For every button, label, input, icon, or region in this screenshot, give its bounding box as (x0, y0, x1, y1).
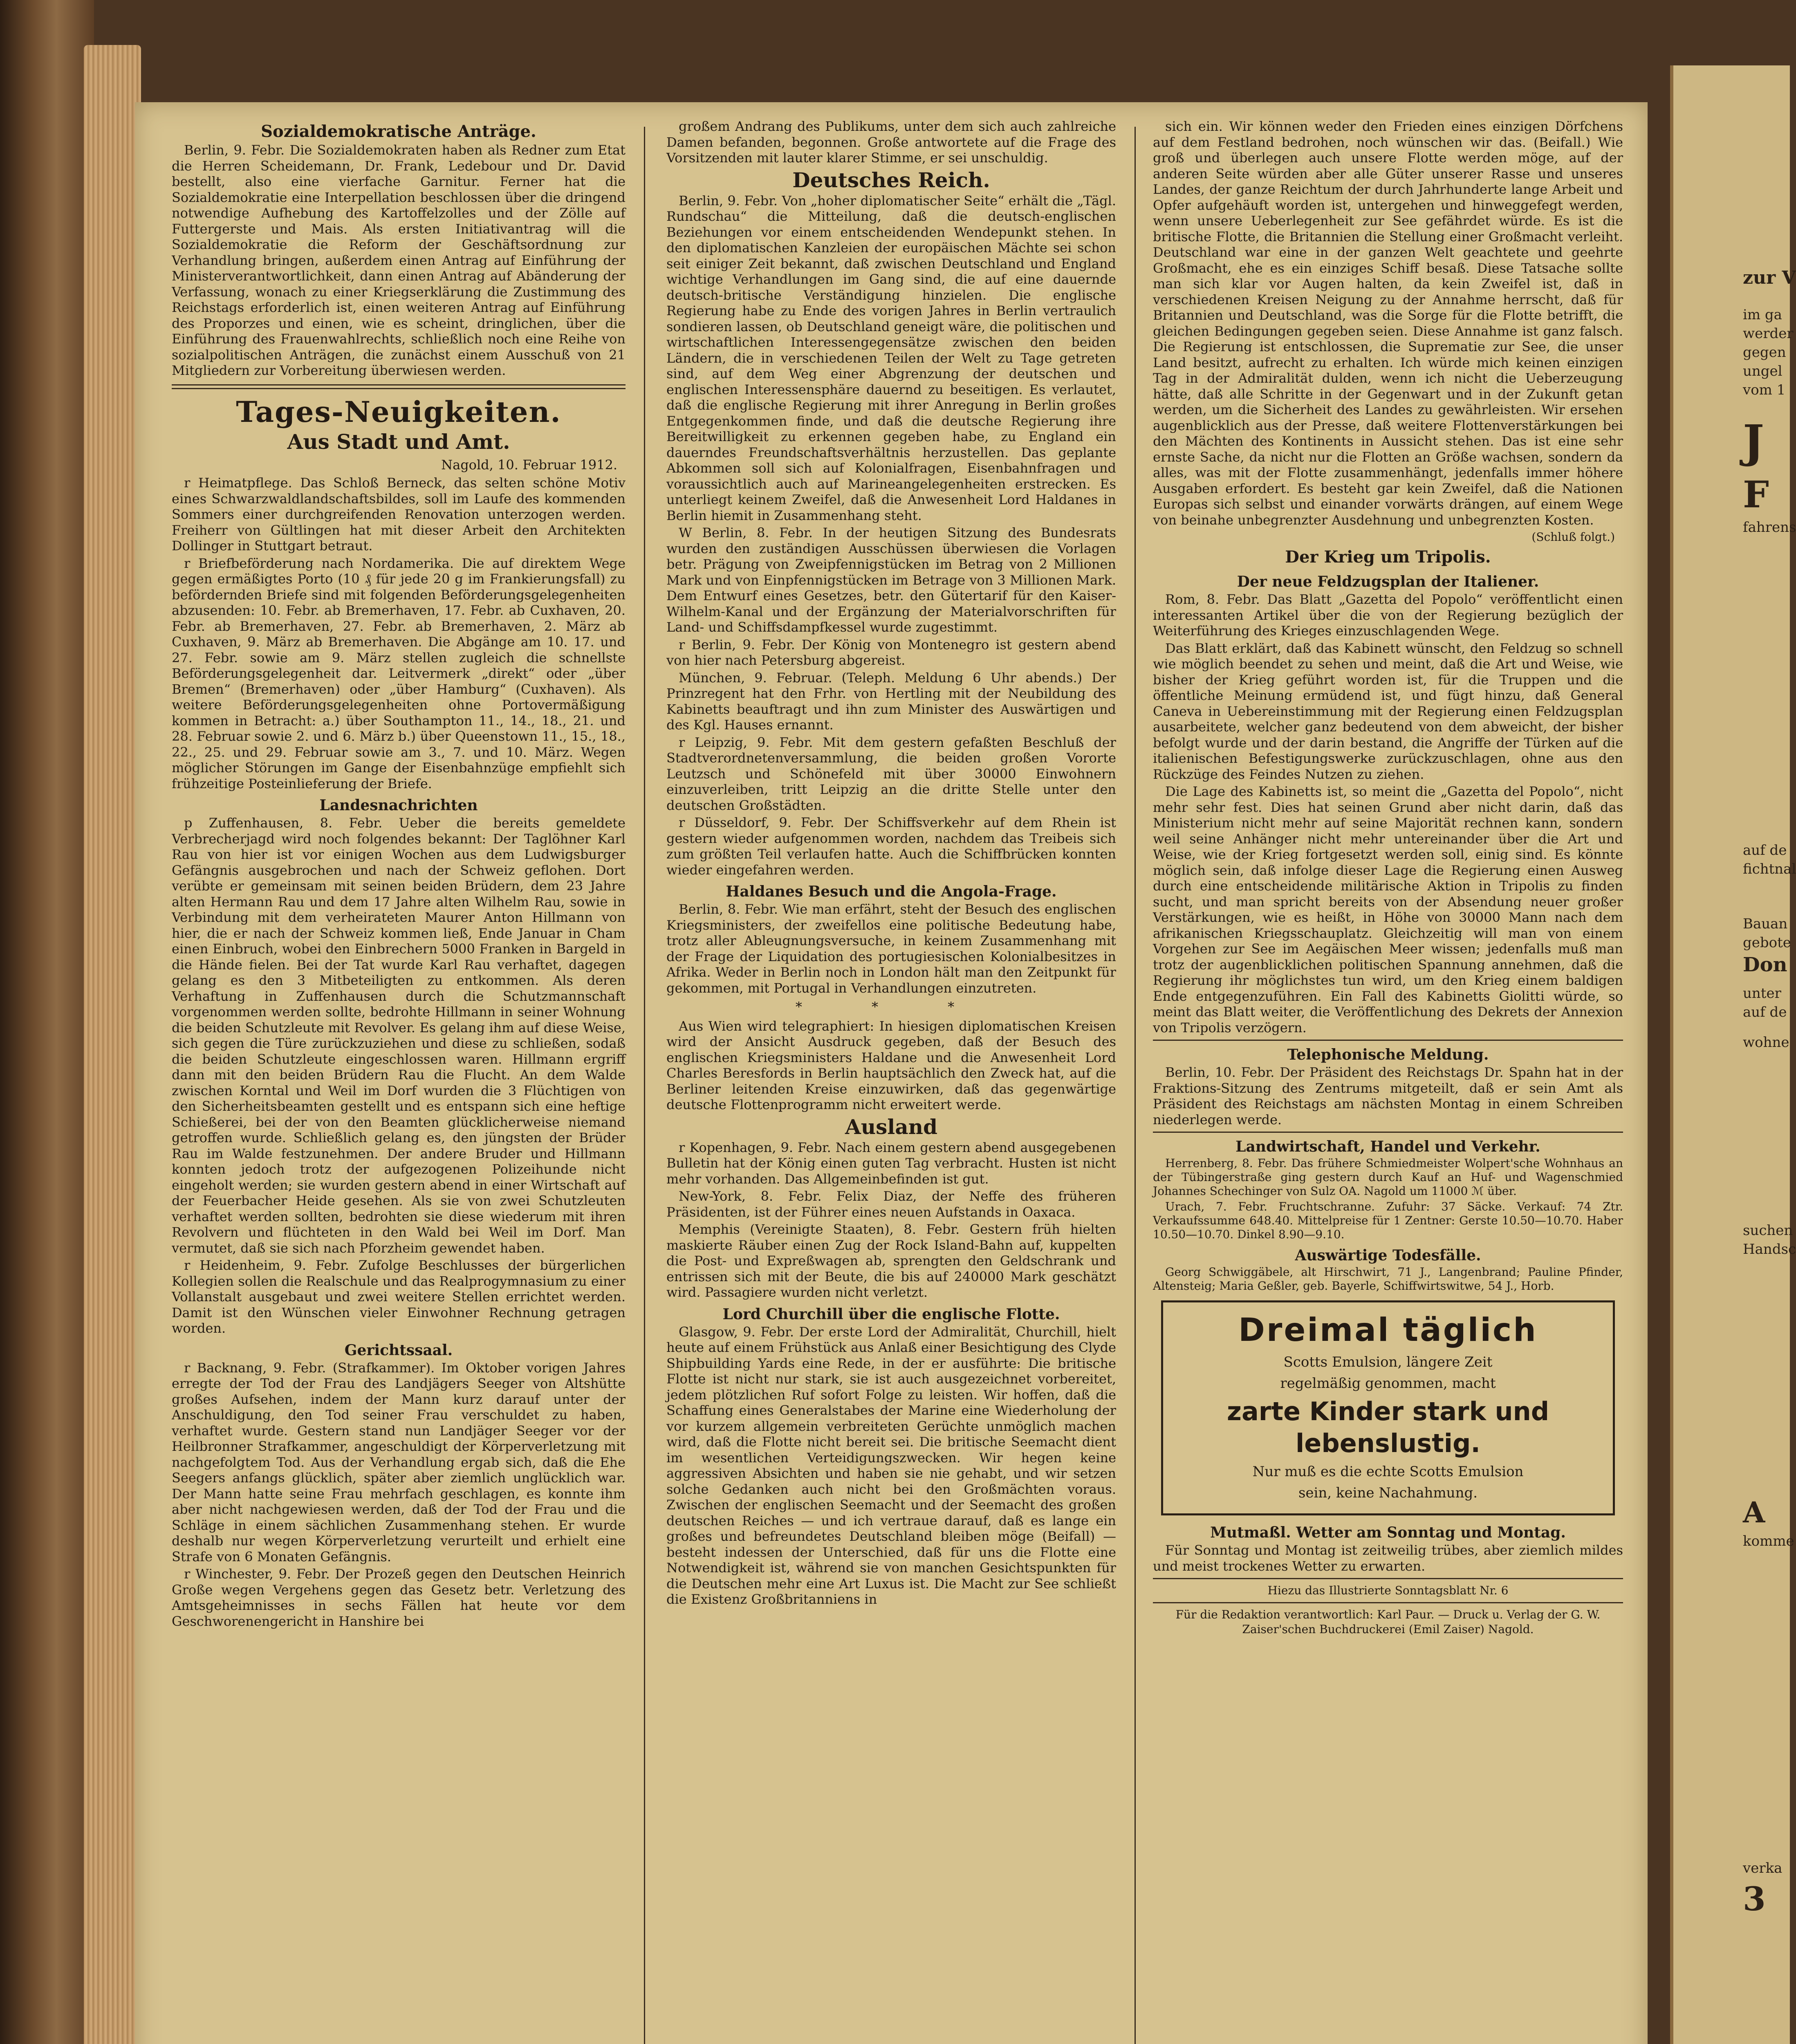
section-rule (1153, 1132, 1623, 1133)
fragment-text: werder (1743, 325, 1794, 342)
article-paragraph: Aus Wien wird telegraphiert: In hiesigen diplomatischen Kreisen wird der Ansicht Ausdruck gegeben, daß der Besuch des englischen Kriegsministers Haldane und die Anwesenheit Lord Charles Beresfords in Berlin hauptsächlich den Zweck hat, auf die Berliner leitenden Kreise einzuwirken, daß das gegenwärtige deutsche Flottenprogramm nicht erweitert werde. (666, 1018, 1116, 1112)
article-paragraph: New-York, 8. Febr. Felix Diaz, der Neffe des früheren Präsidenten, ist der Führer eines neuen Aufstands in Oaxaca. (666, 1188, 1116, 1220)
newspaper-page (135, 102, 1648, 2044)
fragment-text: wohne (1743, 1034, 1789, 1051)
imprint: Für die Redaktion verantwortlich: Karl Paur. — Druck u. Verlag der G. W. Zaiser'schen Buchdruckerei (Emil Zaiser) Nagold. (1175, 1608, 1601, 1636)
ad-text: Nur muß es die echte Scotts Emulsion (1252, 1464, 1524, 1480)
article-paragraph: Memphis (Vereinigte Staaten), 8. Febr. Gestern früh hielten maskierte Räuber einen Zug der Rock Island-Bahn auf, kuppelten die Post- und Expreßwagen ab, sprengten den Geldschrank und entrissen sich mit der Beute, die bis auf 240000 Mark geschätzt wird. Passagiere wurden nicht verletzt. (666, 1221, 1116, 1300)
article-heading: Sozialdemokratische Anträge. (261, 122, 536, 141)
article-heading: Telephonische Meldung. (1287, 1046, 1489, 1063)
column-divider (644, 127, 645, 2044)
page-stack-edge (84, 45, 141, 2044)
article-paragraph: r Heidenheim, 9. Febr. Zufolge Beschlusses der bürgerlichen Kollegien sollen die Realschule und das Realprogymnasium zu einer Vollanstalt ausgebaut und zwei weitere Stellen errichtet werden. Damit ist den Wünschen vieler Einwohner Rechnung getragen worden. (172, 1257, 626, 1336)
fragment-text: Handsc (1743, 1241, 1796, 1257)
article-heading: Haldanes Besuch und die Angola-Frage. (726, 883, 1057, 900)
article-paragraph: r Backnang, 9. Febr. (Strafkammer). Im Oktober vorigen Jahres erregte der Tod der Frau des Landjägers Seeger von Altshütte großes Aufsehen, indem der Mann kurz darauf unter der Anschuldigung, den Tod seiner Frau verschuldet zu haben, verhaftet wurde. Gestern stand nun Landjäger Seeger vor der Heilbronner Strafkammer, angeschuldigt der Körperverletzung mit nachgefolgtem Tod. Aus der Verhandlung ergab sich, daß die Ehe Seegers anfangs glücklich, später aber ziemlich unglücklich war. Der Mann hatte seine Frau mehrfach geschlagen, es konnte ihm aber nicht nachgewiesen werden, daß der Tod der Frau und die Schläge in einem sächlichen Zusammenhang stehen. Er wurde deshalb nur wegen Körperverletzung verurteilt und erhielt eine Strafe von 6 Monaten Gefängnis. (172, 1360, 626, 1564)
fragment-text: verka (1743, 1860, 1783, 1876)
fragment-text: fichtnal (1743, 861, 1796, 877)
article-heading: Auswärtige Todesfälle. (1295, 1247, 1481, 1264)
section-rule (1153, 1040, 1623, 1041)
weather-text: Für Sonntag und Montag ist zeitweilig trübes, aber ziemlich mildes und meist trockenes Wetter zu erwarten. (1153, 1542, 1623, 1574)
fragment-text: auf de (1743, 1004, 1787, 1020)
article-heading: Der Krieg um Tripolis. (1285, 547, 1491, 567)
column-1 (172, 119, 626, 2044)
section-rule (1153, 1578, 1623, 1579)
article-paragraph: p Zuffenhausen, 8. Febr. Ueber die bereits gemeldete Verbrecherjagd wird noch folgendes bekannt: Der Taglöhner Karl Rau von hier ist vor einigen Wochen aus dem Ludwigsburger Gefängnis ausgebrochen und nach der Schweiz geflohen. Dort verübte er gemeinsam mit seinen beiden Brüdern, dem 23 Jahre alten Hermann Rau und dem 17 Jahre alten Wilhelm Rau, sowie in Verbindung mit dem verheirateten Maurer Anton Hillmann von hier, die er nach der Schweiz kommen ließ, Ende Januar in Cham einen Einbruch, wobei den Einbrechern 5000 Franken in Bargeld in die Hände fielen. Bei der Tat wurde Karl Rau verhaftet, dagegen gelang es den 3 Mitbeteiligten zu entkommen. Als deren Verhaftung in Zuffenhausen durch die Schutzmannschaft vorgenommen werden sollte, bedrohte Hillmann in seiner Wohnung die beiden Schutzleute mit Revolver. Es gelang ihm auf diese Weise, sich gegen die Türe zurückzuziehen und diese zu schließen, sodaß die beiden Schutzleute eingeschlossen waren. Hillmann ergriff dann mit den beiden Brüdern Rau die Flucht. An dem Walde zwischen Korntal und Weil im Dorf wurden die 3 Flüchtigen von den Sicherheitsbeamten gestellt und es entspann sich eine heftige Schießerei, bei der von den Beamten glücklicherweise niemand getroffen wurde. Schließlich gelang es, den jüngsten der Brüder Rau im Walde festzunehmen. Der andere Bruder und Hillmann konnten jedoch trotz der aufgezogenen Polizeihunde nicht eingeholt werden; sie wurden gestern abend in einer Wirtschaft auf der Feuerbacher Heide gesehen. Als sie von zwei Schutzleuten verhaftet werden sollten, bedrohten sie diese wiederum mit ihren Revolvern und flüchteten in den Wald bei Weil im Dorf. Man vermutet, daß sie sich nach Pforzheim gewendet haben. (172, 815, 626, 1256)
article-paragraph: r Leipzig, 9. Febr. Mit dem gestern gefaßten Beschluß der Stadtverordnetenversammlung, die beiden großen Vororte Leutzsch und Schönefeld mit über 30000 Einwohnern einzuverleiben, tritt Leipzig an die dritte Stelle unter den deutschen Großstädten. (666, 734, 1116, 813)
article-paragraph: Berlin, 10. Febr. Der Präsident des Reichstags Dr. Spahn hat in der Fraktions-Sitzung des Zentrums mitgeteilt, daß er sein Amt als Präsident des Reichstags am nächsten Montag in einem Schreiben niederlegen werde. (1153, 1065, 1623, 1127)
article-paragraph: r Berlin, 9. Febr. Der König von Montenegro ist gestern abend von hier nach Petersburg abgereist. (666, 637, 1116, 668)
section-rule (172, 384, 626, 389)
fragment-text: komme (1743, 1533, 1794, 1549)
article-paragraph: Berlin, 8. Febr. Wie man erfährt, steht der Besuch des englischen Kriegsministers, der zweifellos eine politische Bedeutung habe, trotz aller Ableugnungsversuche, in keinem Zusammenhang mit der Frage der Liquidation des portugiesischen Kolonialbesitzes in Afrika. Weder in Berlin noch in London hält man den Zeitpunkt für gekommen, mit Portugal in Verhandlungen einzutreten. (666, 901, 1116, 996)
column-3 (1153, 119, 1623, 2044)
article-paragraph: großem Andrang des Publikums, unter dem sich auch zahlreiche Damen befanden, begonnen. Große antwortete auf die Frage des Vorsitzenden mit lauter klarer Stimme, er sei unschuldig. (666, 119, 1116, 166)
continued-note: (Schluß folgt.) (1531, 530, 1615, 544)
fragment-text: vom 1 (1743, 382, 1786, 398)
article-paragraph: r Winchester, 9. Febr. Der Prozeß gegen den Deutschen Heinrich Große wegen Vergehens gegen das Gesetz betr. Verletzung des Amtsgeheimnisses in sechs Fällen hat heute vor dem Geschworenengericht in Hanshire bei (172, 1566, 626, 1629)
separator-stars: * * * (795, 999, 987, 1015)
fragment-text: suchen (1743, 1222, 1793, 1239)
article-paragraph: München, 9. Februar. (Teleph. Meldung 6 Uhr abends.) Der Prinzregent hat den Frhr. von Hertling mit der Neubildung des Kabinetts beauftragt und ihn zum Minister des Auswärtigen und des Kgl. Hauses ernannt. (666, 670, 1116, 733)
ad-text: regelmäßig genommen, macht (1280, 1375, 1496, 1392)
column-divider (1135, 127, 1136, 2044)
fragment-text: fahrens (1743, 519, 1796, 536)
fragment-text: gegen (1743, 344, 1786, 361)
article-heading: Landwirtschaft, Handel und Verkehr. (1235, 1138, 1540, 1155)
article-paragraph: sich ein. Wir können weder den Frieden eines einzigen Dörfchens auf dem Festland bedrohen, noch wünschen wir das. (Beifall.) Wie groß und überlegen auch unsere Flotte werden möge, auf der anderen Seite würden aber alle Güter unserer Rasse und unseres Landes, der ganze Reichtum der durch Jahrhunderte lange Arbeit und Opfer aufgehäuft worden ist, untergehen und hinweggefegt werden, wenn unsere Ueberlegenheit zur See gefährdet würde. Es ist die britische Flotte, die Britannien die Stellung einer Großmacht verleiht. Deutschland war eine in der ganzen Welt geachtete und geehrte Großmacht, ehe es ein einziges Schiff besaß. Diese Tatsache sollte man sich klar vor Augen halten, da kein Zweifel ist, daß in verschiedenen Kreisen Neigung zu der Annahme herrscht, daß für Britannien und Deutschland, was die Sorge für die Flotte betrifft, die gleichen Bedingungen gegeben seien. Diese Annahme ist ganz falsch. Die Regierung ist entschlossen, die Suprematie zur See, die unser Land besitzt, aufrecht zu erhalten. Ich würde mich keinen einzigen Tag in der Admiralität dulden, wenn ich nicht die Ueberzeugung hätte, daß alle Schritte in der Gegenwart und in der Zukunft getan werden, um die Sicherheit des Landes zu gewährleisten. Wir ersehen augenblicklich aus der Presse, daß weitere Flottenverstärkungen bei den Mächten des Kontinents in Aussicht stehen. Das ist eine sehr ernste Sache, da nicht nur die Flotten an Größe wachsen, sondern da alles, was mit der Flotte zusammenhängt, jedenfalls immer höhere Ausgaben erfordert. Es besteht gar kein Zweifel, daß die Nationen Europas sich selbst und einander vorwärts drängen, auf einem Wege von beinahe unbegrenzter Ausdehnung und unbegrenzten Kosten. (1153, 119, 1623, 528)
section-rule (1153, 1602, 1623, 1603)
article-paragraph: Das Blatt erklärt, daß das Kabinett wünscht, den Feldzug so schnell wie möglich beendet zu sehen und meint, daß die Art und Weise, wie bisher der Krieg geführt worden ist, für die Truppen und die öffentliche Meinung ermüdend ist, und fügt hinzu, daß General Caneva in Uebereinstimmung mit der Regierung einen Feldzugsplan ausarbeitete, welcher ganz bedeutend von dem abweicht, der bisher befolgt wurde und der darin bestand, die Angriffe der Türken auf die italienischen Befestigungswerke zurückzuschlagen, ohne aus den Rückzüge des Feindes Nutzen zu ziehen. (1153, 640, 1623, 782)
ad-title: Dreimal täglich (1238, 1312, 1538, 1349)
article-paragraph: Urach, 7. Febr. Fruchtschranne. Zufuhr: 37 Säcke. Verkauf: 74 Ztr. Verkaufssumme 648.40. Mittelpreise für 1 Zentner: Gerste 10.50—10.70. Haber 10.50—10.70. Dinkel 8.90—9.10. (1153, 1200, 1623, 1241)
book-binding (0, 0, 94, 2044)
fragment-text: unter (1743, 985, 1781, 1002)
article-paragraph: Herrenberg, 8. Febr. Das frühere Schmiedmeister Wolpert'sche Wohnhaus an der Tübingerstraße ging gestern durch Kauf an Huf- und Wagenschmied Johannes Schechinger von Sulz OA. Nagold um 11000 ℳ über. (1153, 1156, 1623, 1198)
ad-text: Scotts Emulsion, längere Zeit (1283, 1354, 1493, 1370)
article-heading: Lord Churchill über die englische Flotte. (722, 1305, 1060, 1323)
article-paragraph: W Berlin, 8. Febr. In der heutigen Sitzung des Bundesrats wurden den zuständigen Ausschüssen überwiesen die Vorlagen betr. Prägung von Zweipfennigstücken im Betrag von 2 Millionen Mark und von Einpfennigstücken im Betrage von 3 Millionen Mark. Dem Entwurf eines Gesetzes, betr. den Gütertarif für den Kaiser-Wilhelm-Kanal und der Ergänzung der Materialvorschriften für Land- und Schiffsdampfkessel wurde zugestimmt. (666, 525, 1116, 635)
article-paragraph: Berlin, 9. Febr. Von „hoher diplomatischer Seite“ erhält die „Tägl. Rundschau“ die Mitteilung, daß die deutsch-englischen Beziehungen vor einem entscheidenden Wendepunkt stehen. In den diplomatischen Kanzleien der europäischen Mächte sei schon seit einiger Zeit bekannt, daß zwischen Deutschland und England wichtige Verhandlungen im Gang sind, die auf eine dauernde deutsch-britische Verständigung hinzielen. Die englische Regierung habe zu Ende des vorigen Jahres in Berlin vertraulich sondieren lassen, ob Deutschland geneigt wäre, die politischen und wirtschaftlichen Interessengegensätze zwischen den beiden Ländern, die in verschiedenen Teilen der Welt zu Tage getreten sind, auf dem Weg einer Abgrenzung der deutschen und englischen Interessensphäre dauernd zu beseitigen. Es verlautet, daß die englische Regierung mit ihrer Anregung in Berlin großes Entgegenkommen finde, und daß die deutsche Regierung ihre Bereitwilligkeit zu erkennen gegeben habe, zu England ein dauerndes Freundschaftsverhältnis herzustellen. Das geplante Abkommen soll sich auf Kolonialfragen, Eisenbahnfragen und voraussichtlich auch auf Marineangelegenheiten erstrecken. Es unterliegt keinem Zweifel, daß die Anwesenheit Lord Haldanes in Berlin hiemit in Zusammenhang steht. (666, 193, 1116, 523)
fragment-text: F (1743, 473, 1769, 516)
column-2 (666, 119, 1116, 2044)
article-heading: Deutsches Reich. (792, 168, 990, 192)
article-paragraph: r Heimatpflege. Das Schloß Berneck, das selten schöne Motiv eines Schwarzwaldlandschaftsbildes, soll im Laufe des kommenden Sommers einer durchgreifenden Renovation unterzogen werden. Freiherr von Gültlingen hat mit dieser Arbeit den Architekten Dollinger in Stuttgart betraut. (172, 475, 626, 554)
section-subtitle: Aus Stadt und Amt. (287, 429, 510, 454)
article-paragraph: Glasgow, 9. Febr. Der erste Lord der Admiralität, Churchill, hielt heute auf einem Frühstück aus Anlaß einer Besichtigung des Clyde Shipbuilding Yards eine Rede, in der er ausführte: Die britische Flotte ist nicht nur stark, sie ist auch ausgezeichnet vorbereitet, jedem plötzlichen Ruf sofort Folge zu leisten. Wir hoffen, daß die Schaffung eines Generalstabes der Marine eine Wiederholung der vor kurzem allgemein verbreiteten Gerüchte unmöglich machen wird, daß die Flotte nicht bereit sei. Die britische Seemacht dient im wesentlichen Verteidigungszwecken. Wir hegen keine aggressiven Absichten und haben sie nie gehabt, und wir setzen solche Gedanken auch nicht bei den Großmächten voraus. Zwischen der englischen Seemacht und der Seemacht des großen deutschen Reiches — und ich vertraue darauf, daß es lange ein großes und befreundetes Deutschland bleiben möge (Beifall) — besteht indessen der Unterschied, daß für uns die Flotte eine Notwendigkeit ist, während sie von manchen Gesichtspunkten für die Deutschen mehr eine Art Luxus ist. Die Macht zur See schließt die Existenz Großbritanniens in (666, 1324, 1116, 1607)
fragment-text: J (1743, 415, 1765, 468)
dateline: Nagold, 10. Februar 1912. (441, 457, 617, 473)
supplement-note: Hiezu das Illustrierte Sonntagsblatt Nr. 6 (1267, 1584, 1509, 1597)
article-paragraph: r Briefbeförderung nach Nordamerika. Die auf direktem Wege gegen ermäßigtes Porto (10 ₰ für jede 20 g im Frankierungsfall) zu befördernden Briefe sind mit folgenden Beförderungsgelegenheiten abzusenden: 10. Febr. ab Bremerhaven, 17. Febr. ab Cuxhaven, 20. Febr. ab Bremerhaven, 27. Febr. ab Bremerhaven, 2. März ab Cuxhaven, 9. März ab Bremerhaven. Die Abgänge am 10. 17. und 27. Febr. sowie am 9. März stellen zugleich die schnellste Beförderungsgelegenheit dar. Leitvermerk „direkt“ oder „über Bremen“ (Bremerhaven) oder „über Hamburg“ (Cuxhaven). Als weitere Beförderungsgelegenheiten ohne Portovermäßigung kommen in Betracht: a.) über Southampton 11., 14., 18., 21. und 28. Februar sowie 2. und 6. März b.) über Queenstown 11., 15., 18., 22., 25. und 29. Februar sowie am 3., 7. und 10. März. Wegen möglicher Störungen im Gange der Eisenbahnzüge empfiehlt sich frühzeitige Posteinlieferung der Briefe. (172, 555, 626, 791)
fragment-text: Don (1743, 953, 1787, 976)
fragment-text: Bauan (1743, 916, 1788, 932)
ad-slogan: zarte Kinder stark und lebenslustig. (1226, 1396, 1549, 1458)
article-paragraph: Die Lage des Kabinetts ist, so meint die „Gazetta del Popolo“, nicht mehr sehr fest. Dies hat seinen Grund aber nicht darin, daß das Ministerium nicht mehr auf seine Majorität rechnen kann, sondern weil seine Anhänger nicht mehr untereinander über die Art und Weise, wie der Krieg fortgesetzt werden soll, einig sind. Es könnte möglich sein, daß infolge dieser Lage die Regierung einen Ausweg durch eine entscheidende militärische Aktion in Tripolis zu finden sucht, und man spricht bereits von der Absendung neuer großer Verstärkungen, wie es heißt, in Höhe von 30000 Mann nach dem afrikanischen Kriegsschauplatz. Gleichzeitig will man von einem Vorgehen zur See im Aegäischen Meer wissen; jedenfalls muß man trotz der augenblicklichen politischen Spannung annehmen, daß die Regierung ihr möglichstes tun wird, um den Krieg einem baldigen Ende entgegenzuführen. Ein Fall des Kabinetts Giolitti würde, so meint das Blatt weiter, die Veröffentlichung des Dekrets der Annexion von Tripolis verzögern. (1153, 784, 1623, 1035)
article-paragraph: Rom, 8. Febr. Das Blatt „Gazetta del Popolo“ veröffentlicht einen interessanten Artikel über die von der Regierung bezüglich der Weiterführung des Krieges einzuschlagenden Wege. (1153, 592, 1623, 639)
adjacent-page-fragment (1670, 65, 1796, 2044)
fragment-text: A (1743, 1495, 1765, 1529)
weather-heading: Mutmaßl. Wetter am Sonntag und Montag. (1210, 1524, 1566, 1541)
article-paragraph: Berlin, 9. Febr. Die Sozialdemokraten haben als Redner zum Etat die Herren Scheidemann, Dr. Frank, Ledebour und Dr. David bestellt, also eine vierfache Garnitur. Ferner hat die Sozialdemokratie eine Interpellation beschlossen über die dringend notwendige Aufhebung des Kartoffelzolles und der Zölle auf Futtergerste und Mais. Als ersten Initiativantrag will die Sozialdemokratie die Reform der Geschäftsordnung zur Verhandlung bringen, außerdem einen Antrag auf Einführung der Ministerverantwortlichkeit, dann einen Antrag auf Abänderung der Verfassung, wonach zu einer Kriegserklärung die Zustimmung des Reichstags erforderlich ist, einen weiteren Antrag auf Einführung des Proporzes und einen, wie es scheint, dringlichen, über die Einführung des Frauenwahlrechts, schließlich noch eine Reihe von sozialpolitischen Anträgen, die zunächst einem Ausschuß von 21 Mitgliedern zur Vorbereitung überwiesen werden. (172, 142, 626, 378)
fragment-text: gebote (1743, 935, 1791, 951)
fragment-text: auf de (1743, 842, 1787, 858)
fragment-text: im ga (1743, 307, 1782, 323)
section-title: Tages-Neuigkeiten. (236, 394, 561, 429)
fragment-text: zur V (1743, 267, 1796, 288)
fragment-text: 3 (1743, 1880, 1766, 1918)
obituary-list: Georg Schwiggäbele, alt Hirschwirt, 71 J., Langenbrand; Pauline Pfinder, Altensteig; Maria Geßler, geb. Bayerle, Schiffwirtswitwe, 54 J., Horb. (1153, 1265, 1623, 1293)
ad-text: sein, keine Nachahmung. (1298, 1485, 1478, 1501)
fragment-text: ungel (1743, 363, 1783, 379)
article-heading: Ausland (845, 1114, 937, 1139)
article-subheading: Der neue Feldzugsplan der Italiener. (1237, 573, 1539, 590)
article-paragraph: r Kopenhagen, 9. Febr. Nach einem gestern abend ausgegebenen Bulletin hat der König einen guten Tag verbracht. Husten ist nicht mehr vorhanden. Das Allgemeinbefinden ist gut. (666, 1139, 1116, 1187)
article-paragraph: r Düsseldorf, 9. Febr. Der Schiffsverkehr auf dem Rhein ist gestern wieder aufgenommen worden, nachdem das Treibeis sich zum größten Teil verlaufen hatte. Auch die Schiffbrücken konnten wieder eingefahren werden. (666, 815, 1116, 878)
advertisement-scotts-emulsion (1161, 1300, 1615, 1515)
article-heading: Landesnachrichten (319, 797, 478, 814)
article-heading: Gerichtssaal. (344, 1341, 453, 1359)
